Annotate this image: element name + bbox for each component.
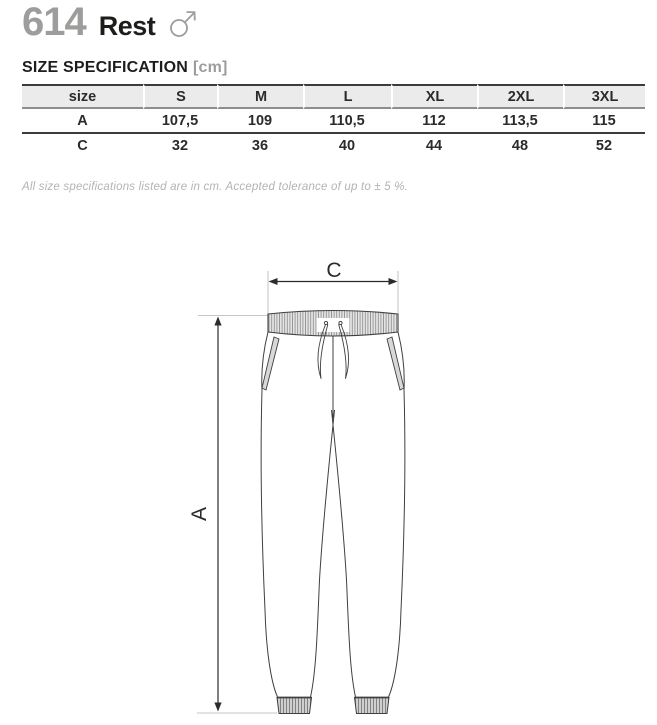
cell-a-m: 109 [217,109,303,134]
inseam-left [311,410,335,697]
cell-a-l: 110,5 [303,109,391,134]
tolerance-note: All size specifications listed are in cm. Accepted tolerance of up to ± 5 %. [22,180,409,193]
dimension-waist [269,259,398,285]
dimension-height [188,317,222,712]
arrowhead-waist-left [269,278,278,285]
cell-c-l: 40 [338,138,356,154]
cell-a-3xl: 115 [563,109,645,134]
cell-c-3xl: 52 [595,138,613,154]
col-header-m: M [217,84,303,109]
dimension-label-height: A [188,506,211,522]
grommet-left [324,321,327,324]
waistband [268,311,398,337]
cell-a-xl: 112 [391,109,477,134]
section-title-text: SIZE SPECIFICATION [22,59,188,76]
row-label-c: C [77,138,88,154]
row-label-a: A [22,109,143,134]
cuff-left [277,698,312,714]
extension-lines [197,271,398,713]
dimension-label-waist: C [326,259,342,282]
pants-drawing [261,311,405,714]
drawstring-patch [317,318,350,332]
cell-c-m: 36 [251,138,269,154]
col-header-s: S [143,84,217,109]
cell-a-2xl: 113,5 [477,109,563,134]
section-unit: [cm] [192,59,228,76]
col-header-2xl: 2XL [477,84,563,109]
grommet-right [339,321,342,324]
col-header-xl: XL [391,84,477,109]
cell-c-2xl: 48 [511,138,529,154]
arrowhead-height-top [214,317,221,326]
cell-c-s: 32 [171,138,189,154]
cell-c-xl: 44 [425,138,443,154]
col-header-size: size [22,84,143,109]
cell-a-s: 107,5 [143,109,217,134]
product-code: 614 [22,0,86,44]
cuff-right [355,698,390,714]
arrowhead-height-bottom [214,703,221,712]
product-name: Rest [98,11,156,41]
col-header-3xl: 3XL [563,84,645,109]
pocket-right [387,337,404,390]
pocket-left [262,337,279,390]
col-header-l: L [303,84,391,109]
arrowhead-waist-right [389,278,398,285]
inseam-right [332,410,356,697]
